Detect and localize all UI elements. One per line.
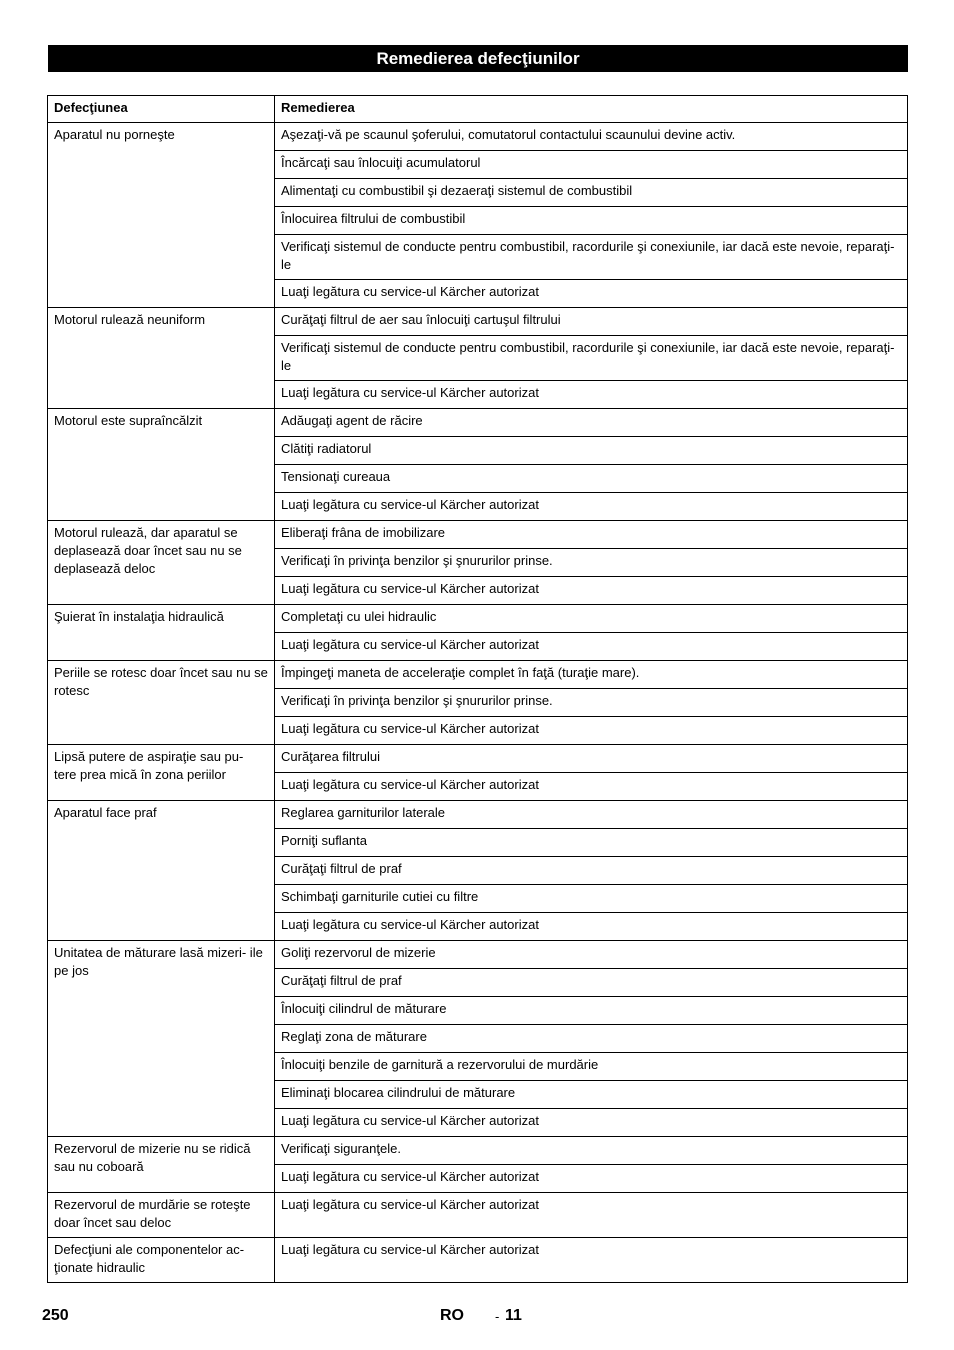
remedy-cell: Luaţi legătura cu service-ul Kärcher autorizat (275, 577, 908, 605)
table-row (48, 308, 908, 336)
remedy-cell: Aşezaţi-vă pe scaunul şoferului, comutatorul contactului scaunului devine activ. (275, 123, 908, 151)
fault-cell: Aparatul nu porneşte (48, 123, 275, 308)
remedy-cell: Porniţi suflanta (275, 829, 908, 857)
remedy-cell: Reglarea garniturilor laterale (275, 801, 908, 829)
fault-cell: Defecţiuni ale componentelor ac- ţionate hidraulic (48, 1238, 275, 1283)
remedy-cell: Tensionaţi cureaua (275, 465, 908, 493)
remedy-cell: Alimentaţi cu combustibil şi dezaeraţi sistemul de combustibil (275, 179, 908, 207)
section-title-text: Remedierea defecţiunilor (376, 48, 580, 68)
fault-cell: Unitatea de măturare lasă mizeri- ile pe jos (48, 941, 275, 1137)
remedy-cell: Luaţi legătura cu service-ul Kärcher autorizat (275, 1193, 908, 1238)
remedy-cell: Luaţi legătura cu service-ul Kärcher autorizat (275, 381, 908, 409)
remedy-cell: Verificaţi în privinţa benzilor şi şnururilor prinse. (275, 689, 908, 717)
table-row (48, 521, 908, 549)
remedy-cell: Curăţarea filtrului (275, 745, 908, 773)
remedy-cell: Curăţaţi filtrul de praf (275, 857, 908, 885)
remedy-cell: Reglaţi zona de măturare (275, 1025, 908, 1053)
remedy-cell: Înlocuiţi benzile de garnitură a rezervorului de murdărie (275, 1053, 908, 1081)
table-row (48, 605, 908, 633)
remedy-cell: Luaţi legătura cu service-ul Kärcher autorizat (275, 1238, 908, 1283)
remedy-cell: Împingeţi maneta de acceleraţie complet în faţă (turaţie mare). (275, 661, 908, 689)
remedy-cell: Luaţi legătura cu service-ul Kärcher autorizat (275, 773, 908, 801)
column-header-fault: Defecţiunea (48, 96, 275, 123)
remedy-cell: Curăţaţi filtrul de aer sau înlocuiţi cartuşul filtrului (275, 308, 908, 336)
remedy-cell: Verificaţi siguranţele. (275, 1137, 908, 1165)
fault-cell: Motorul rulează, dar aparatul se deplasează doar încet sau nu se deplasează deloc (48, 521, 275, 605)
table-row (48, 801, 908, 829)
column-header-remedy: Remedierea (275, 96, 908, 123)
fault-cell: Lipsă putere de aspiraţie sau pu- tere prea mică în zona periilor (48, 745, 275, 801)
remedy-cell: Luaţi legătura cu service-ul Kärcher autorizat (275, 1109, 908, 1137)
remedy-cell: Luaţi legătura cu service-ul Kärcher autorizat (275, 913, 908, 941)
table-row (48, 1193, 908, 1238)
remedy-cell: Verificaţi sistemul de conducte pentru combustibil, racordurile şi conexiunile, iar dacă este nevoie, reparaţi-le (275, 336, 908, 381)
fault-cell: Aparatul face praf (48, 801, 275, 941)
section-title (48, 45, 908, 72)
remedy-cell: Eliberaţi frâna de imobilizare (275, 521, 908, 549)
fault-cell: Periile se rotesc doar încet sau nu se rotesc (48, 661, 275, 745)
remedy-cell: Verificaţi sistemul de conducte pentru combustibil, racordurile şi conexiunile, iar dacă este nevoie, reparaţi-le (275, 235, 908, 280)
remedy-cell: Verificaţi în privinţa benzilor şi şnururilor prinse. (275, 549, 908, 577)
page-number: 250 (42, 1307, 69, 1324)
language-code: RO (440, 1307, 464, 1324)
table-header-row (48, 96, 908, 123)
remedy-cell: Luaţi legătura cu service-ul Kärcher autorizat (275, 633, 908, 661)
remedy-cell: Luaţi legătura cu service-ul Kärcher autorizat (275, 280, 908, 308)
remedy-cell: Adăugaţi agent de răcire (275, 409, 908, 437)
fault-cell: Motorul rulează neuniform (48, 308, 275, 409)
remedy-cell: Goliţi rezervorul de mizerie (275, 941, 908, 969)
remedy-cell: Curăţaţi filtrul de praf (275, 969, 908, 997)
footer-dash: - (495, 1309, 500, 1324)
remedy-cell: Luaţi legătura cu service-ul Kärcher autorizat (275, 1165, 908, 1193)
table-row (48, 1137, 908, 1165)
fault-cell: Şuierat în instalaţia hidraulică (48, 605, 275, 661)
fault-cell: Rezervorul de mizerie nu se ridică sau nu coboară (48, 1137, 275, 1193)
table-row (48, 1238, 908, 1283)
troubleshooting-table (47, 95, 908, 1283)
remedy-cell: Eliminaţi blocarea cilindrului de măturare (275, 1081, 908, 1109)
table-row (48, 661, 908, 689)
remedy-cell: Încărcaţi sau înlocuiţi acumulatorul (275, 151, 908, 179)
remedy-cell: Înlocuirea filtrului de combustibil (275, 207, 908, 235)
fault-cell: Rezervorul de murdărie se roteşte doar încet sau deloc (48, 1193, 275, 1238)
table-row (48, 745, 908, 773)
table-row (48, 409, 908, 437)
remedy-cell: Luaţi legătura cu service-ul Kärcher autorizat (275, 717, 908, 745)
table-row (48, 941, 908, 969)
table-row (48, 123, 908, 151)
remedy-cell: Luaţi legătura cu service-ul Kärcher autorizat (275, 493, 908, 521)
remedy-cell: Înlocuiţi cilindrul de măturare (275, 997, 908, 1025)
fault-cell: Motorul este supraîncălzit (48, 409, 275, 521)
remedy-cell: Schimbaţi garniturile cutiei cu filtre (275, 885, 908, 913)
section-page-number: 11 (505, 1307, 522, 1324)
remedy-cell: Clătiţi radiatorul (275, 437, 908, 465)
remedy-cell: Completaţi cu ulei hidraulic (275, 605, 908, 633)
